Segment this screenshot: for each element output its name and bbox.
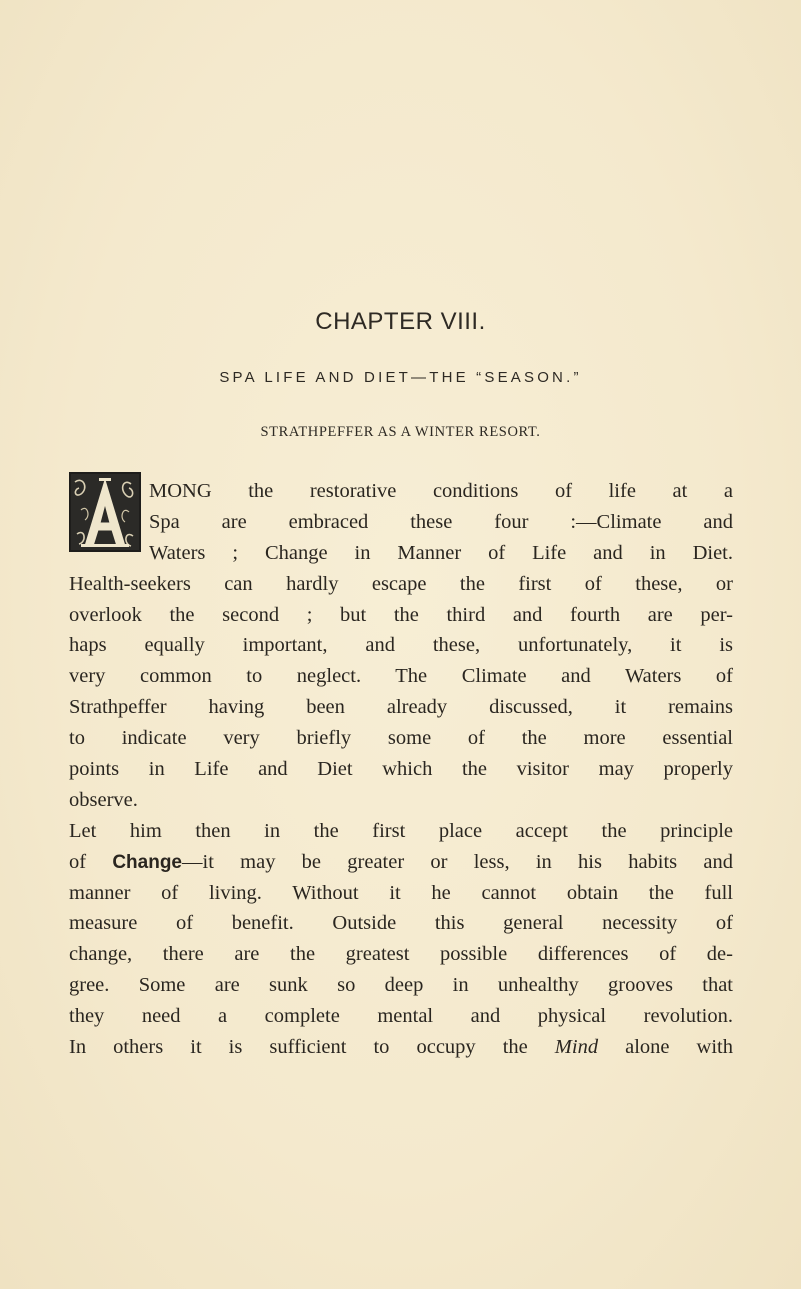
text-line: Spa are embraced these four :—Climate and xyxy=(149,510,733,533)
text-line: points in Life and Diet which the visitor may properly xyxy=(69,758,733,781)
text-line: Strathpeffer having been already discussed, it remains xyxy=(69,696,733,719)
text-line: change, there are the greatest possible differences of de- xyxy=(69,943,733,966)
text-line: to indicate very briefly some of the more essential xyxy=(69,727,733,750)
emphasis-mind: Mind xyxy=(554,1036,599,1059)
text-fragment: of xyxy=(69,850,113,873)
text-line-mind xyxy=(69,1032,733,1063)
text-line-change xyxy=(69,847,733,878)
text-fragment: alone with xyxy=(598,1036,733,1059)
section-title: SPA LIFE AND DIET—THE “SEASON.” xyxy=(219,369,582,386)
text-fragment: —it may be greater or less, in his habits and xyxy=(182,850,733,873)
text-line: observe. xyxy=(69,788,138,811)
text-line: manner of living. Without it he cannot obtain the full xyxy=(69,881,733,904)
text-line: gree. Some are sunk so deep in unhealthy grooves that xyxy=(69,974,733,997)
text-line: they need a complete mental and physical revolution. xyxy=(69,1005,733,1028)
text-line: measure of benefit. Outside this general necessity of xyxy=(69,912,733,935)
emphasis-change: Change xyxy=(112,851,183,873)
text-line: MONG the restorative conditions of life at a xyxy=(149,480,733,502)
text-line: Waters ; Change in Manner of Life and in Diet. xyxy=(149,541,733,564)
text-fragment: In others it is sufficient to occupy the xyxy=(69,1036,555,1059)
body-text xyxy=(69,476,733,1063)
text-line: Let him then in the first place accept the principle xyxy=(69,819,733,842)
chapter-title: CHAPTER VIII. xyxy=(315,308,486,335)
text-line: overlook the second ; but the third and fourth are per- xyxy=(69,603,733,626)
section-subtitle: STRATHPEFFER AS A WINTER RESORT. xyxy=(260,424,541,440)
text-line: haps equally important, and these, unfortunately, it is xyxy=(69,634,733,657)
text-line: very common to neglect. The Climate and Waters of xyxy=(69,665,733,688)
text-line: Health-seekers can hardly escape the first of these, or xyxy=(69,572,733,595)
